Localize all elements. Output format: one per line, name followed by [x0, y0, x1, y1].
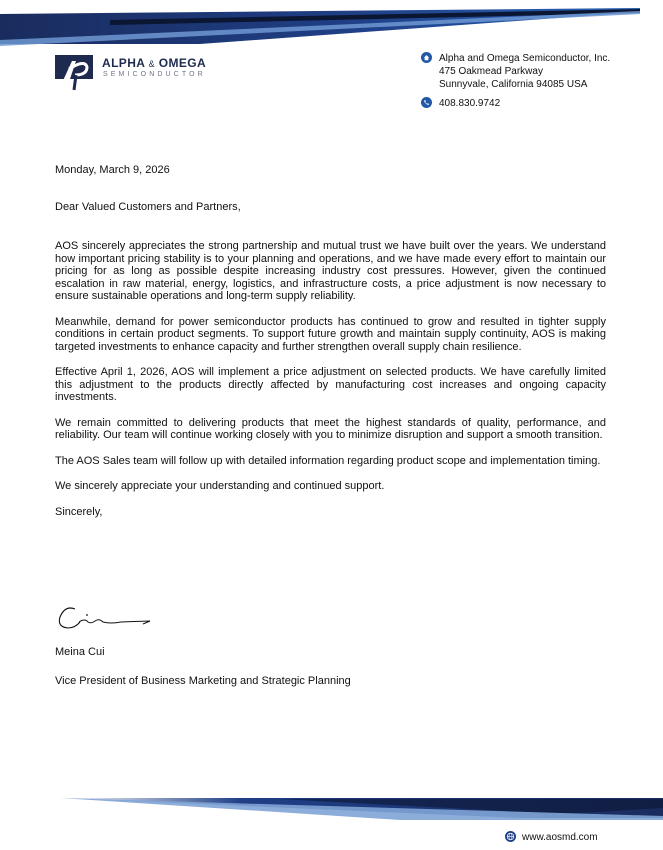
phone-icon: [421, 97, 432, 108]
logo-mark-icon: [55, 55, 93, 91]
paragraph: We remain committed to delivering products that meet the highest standards of quality, performance, and reliability. Our team will continue working closely with you to minimize disruption and support a smooth transition.: [55, 416, 606, 441]
signer-title: Vice President of Business Marketing and Strategic Planning: [55, 675, 351, 687]
address-line-2: Sunnyvale, California 94085 USA: [439, 79, 588, 90]
paragraph: AOS sincerely appreciates the strong partnership and mutual trust we have built over the years. We understand how important pricing stability is to your planning and operations, and we have made every effort to maintain our pricing for as long as possible despite increasing industry cost pressures. However, given the continued escalation in raw material, energy, logistics, and infrastructure costs, a price adjustment is now necessary to ensure sustainable operations and long-term supply reliability.: [55, 240, 606, 302]
paragraph: We sincerely appreciate your understanding and continued support.: [55, 480, 385, 492]
phone-row: [421, 97, 610, 110]
letter-body: [55, 164, 606, 518]
home-icon: [421, 52, 432, 63]
logo-tagline: SEMICONDUCTOR: [103, 71, 206, 78]
closing: Sincerely,: [55, 505, 103, 518]
signer-name: Meina Cui: [55, 646, 105, 658]
address-line-1: 475 Oakmead Parkway: [439, 66, 543, 77]
logo-wordmark: ALPHA & OMEGA: [102, 56, 207, 70]
letter-date: Monday, March 9, 2026: [55, 164, 170, 176]
company-name-row: [421, 52, 610, 65]
paragraph: Effective April 1, 2026, AOS will implement a price adjustment on selected products. We have carefully limited this adjustment to the products directly affected by manufacturing cost increases and ongoing capacity investments.: [55, 366, 606, 403]
header-band: [0, 0, 663, 48]
paragraph: The AOS Sales team will follow up with detailed information regarding product scope and implementation timing.: [55, 454, 601, 467]
contact-block: [421, 52, 610, 110]
company-name: Alpha and Omega Semiconductor, Inc.: [439, 53, 611, 64]
company-logo: [55, 55, 220, 91]
phone-number: 408.830.9742: [439, 98, 501, 109]
globe-icon: [505, 831, 516, 842]
footer-band: [0, 796, 663, 822]
paragraph: Meanwhile, demand for power semiconductor products has continued to grow and resulted in tighter supply conditions in certain product segments. To support future growth and maintain supply continuity, AOS is making targeted investments to enhance capacity and further strengthen overall supply chain resilience.: [55, 315, 606, 353]
website-link[interactable]: www.aosmd.com: [522, 832, 598, 843]
footer-website[interactable]: [505, 831, 598, 843]
salutation: Dear Valued Customers and Partners,: [55, 200, 241, 213]
handwritten-signature: [55, 600, 155, 634]
